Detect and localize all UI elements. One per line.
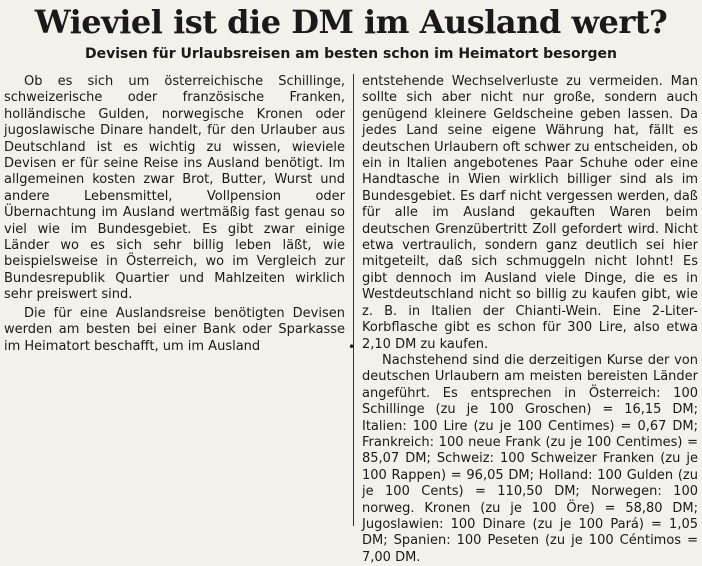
left-column xyxy=(4,74,345,355)
left-paragraph-2: Die für eine Auslandsreise benötigten Devisen werden am besten bei einer Bank oder Sparkasse im Heimatort beschafft, um im Ausland xyxy=(4,305,345,354)
right-paragraph-1: entstehende Wechselverluste zu vermeiden. Man sollte sich aber nicht nur große, sondern auch genügend kleinere Geldscheine geben lassen. Da jedes Land seine eigene Währung hat, fällt es deutschen Urlaubern oft schwer zu entscheiden, ob ein in Italien angebotenes Paar Schuhe oder eine Handtasche in Wien wirklich billiger sind als im Bundesgebiet. Es darf nicht vergessen werden, daß für alle im Ausland gekauften Waren beim deutschen Grenzübertritt Zoll gefordert wird. Nicht etwa vertraulich, sondern ganz deutlich sei hier mitgeteilt, daß sich schmuggeln nicht lohnt! Es gibt dennoch im Ausland viele Dinge, die es in Westdeutschland nicht so billig zu kaufen gibt, wie z. B. in Italien der Chianti-Wein. Eine 2-Liter-Korbflasche gibt es schon für 300 Lire, also etwa 2,10 DM zu kaufen. xyxy=(362,74,698,352)
divider-dot: • xyxy=(348,340,356,354)
headline: Wieviel ist die DM im Ausland wert? xyxy=(34,3,668,41)
left-paragraph-1: Ob es sich um österreichische Schillinge, schweizerische oder französische Franken, holländische Gulden, norwegische Kronen oder jugoslawische Dinare handelt, für den Urlauber aus Deutschland ist es wichtig zu wissen, wieviele Devisen er für seine Reise ins Ausland benötigt. Im allgemeinen kosten zwar Brot, Butter, Wurst und andere Lebensmittel, Vollpension oder Übernachtung im Ausland wertmäßig fast genau so viel wie im Bundesgebiet. Es gibt zwar einige Länder wo es sich sehr billig leben läßt, wie beispielsweise in Österreich, wo im Vergleich zur Bundesrepublik Quartier und Mahlzeiten wirklich sehr preiswert sind. xyxy=(4,74,345,303)
right-column xyxy=(362,74,698,566)
column-divider xyxy=(353,74,354,526)
subheadline: Devisen für Urlaubsreisen am besten schon im Heimatort besorgen xyxy=(84,46,618,62)
right-paragraph-2: Nachstehend sind die derzeitigen Kurse der von deutschen Urlaubern am meisten bereisten Länder angeführt. Es entsprechen in Österreich: 100 Schillinge (zu je 100 Groschen) = 16,15 DM; Italien: 100 Lire (zu je 100 Centimes) = 0,67 DM; Frankreich: 100 neue Frank (zu je 100 Centimes) = 85,07 DM; Schweiz: 100 Schweizer Franken (zu je 100 Rappen) = 96,05 DM; Holland: 100 Gulden (zu je 100 Cents) = 110,50 DM; Norwegen: 100 norweg. Kronen (zu je 100 Öre) = 58,80 DM; Jugoslawien: 100 Dinare (zu je 100 Pará) = 1,05 DM; Spanien: 100 Peseten (zu je 100 Céntimos = 7,00 DM. xyxy=(362,352,698,565)
